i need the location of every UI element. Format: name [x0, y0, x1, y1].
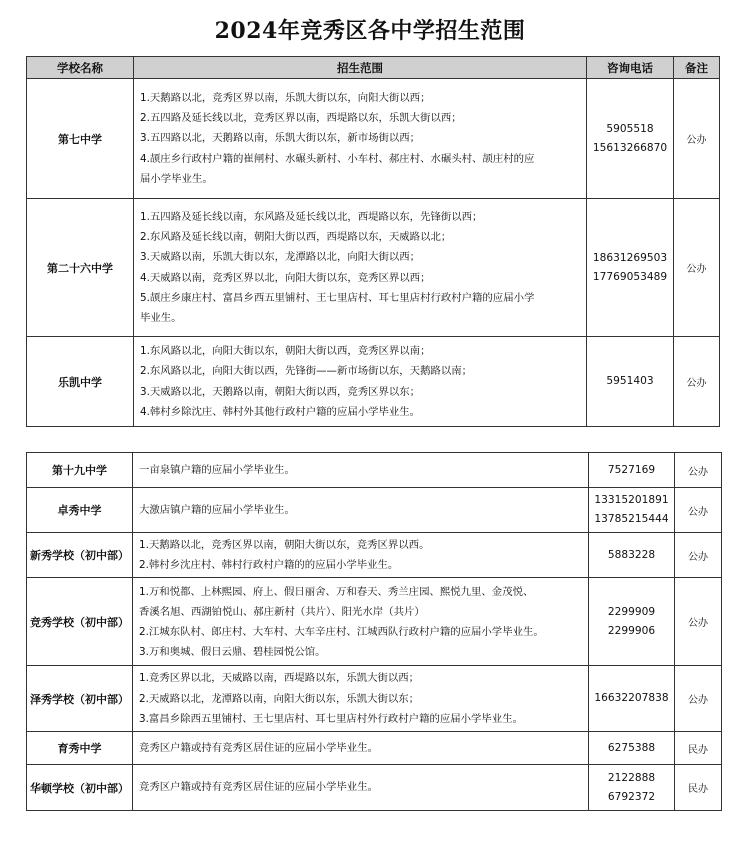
- phone-number: 2122888: [607, 771, 656, 784]
- enrollment-table-part-1: [26, 56, 720, 427]
- phone-number: 5951403: [606, 375, 654, 387]
- phone-number: 16632207838: [594, 692, 669, 705]
- consult-phone: [589, 578, 675, 666]
- header-phone: 咨询电话: [587, 57, 674, 79]
- consult-phone: [589, 488, 675, 533]
- scope-line: 2.江城东队村、郎庄村、大车村、大车辛庄村、江城西队行政村户籍的应届小学毕业生。: [139, 625, 544, 638]
- scope-line: 3.天威路以北，天鹅路以南，朝阳大街以西，竞秀区界以东；: [140, 385, 421, 398]
- school-name: 乐凯中学: [27, 337, 134, 427]
- enrollment-scope: [134, 337, 587, 427]
- phone-number: 13785215444: [594, 513, 669, 525]
- consult-phone: [589, 765, 675, 811]
- scope-line: 4.颉庄乡行政村户籍的崔闸村、水碾头新村、小车村、郝庄村、水碾头村、颉庄村的应: [140, 152, 535, 165]
- scope-line: 1.东风路以北，向阳大街以东，朝阳大街以西，竞秀区界以南；: [140, 345, 431, 358]
- consult-phone: [589, 533, 675, 578]
- table-row: [27, 453, 722, 488]
- school-type-note: 公办: [675, 578, 722, 666]
- table-header-row: [27, 57, 720, 79]
- school-type-note: 公办: [675, 453, 722, 488]
- school-type-note: 公办: [674, 79, 720, 199]
- table-row: [27, 578, 722, 666]
- scope-line: 2.五四路及延长线以北，竞秀区界以南，西堤路以东，乐凯大街以西；: [140, 112, 462, 125]
- scope-line: 香溪名旭、西湖铂悦山、郝庄新村（共片）、阳光水岸（共片）: [139, 605, 425, 618]
- school-type-note: 公办: [675, 666, 722, 732]
- school-name: 泽秀学校（初中部）: [27, 666, 133, 732]
- scope-line: 一亩泉镇户籍的应届小学毕业生。: [139, 463, 295, 476]
- enrollment-scope: [133, 488, 589, 533]
- scope-line: 3.万和奥城、假日云鼎、碧桂园悦公馆。: [139, 646, 326, 659]
- phone-number: 5883228: [607, 548, 656, 561]
- scope-line: 大激店镇户籍的应届小学毕业生。: [139, 503, 295, 516]
- consult-phone: [587, 199, 674, 337]
- scope-line: 2.天威路以北，龙潭路以南，向阳大街以东，乐凯大街以东；: [139, 692, 420, 705]
- enrollment-scope: [133, 765, 589, 811]
- scope-line: 1.五四路及延长线以南，东风路及延长线以北，西堤路以东，先锋街以西；: [140, 210, 483, 223]
- school-name: 育秀中学: [27, 732, 133, 765]
- table-row: [27, 666, 722, 732]
- scope-line: 1.天鹅路以北，竞秀区界以南，乐凯大街以东，向阳大街以西；: [140, 91, 431, 104]
- scope-line: 3.天威路以南，乐凯大街以东，龙潭路以北，向阳大街以西；: [140, 251, 421, 264]
- phone-number: 2299909: [607, 605, 656, 618]
- header-enrollment-scope: 招生范围: [134, 57, 587, 79]
- table-row: [27, 199, 720, 337]
- consult-phone: [589, 732, 675, 765]
- school-name: 第二十六中学: [27, 199, 134, 337]
- scope-line: 4.天威路以南，竞秀区界以北，向阳大街以东，竞秀区界以西；: [140, 271, 431, 284]
- scope-line: 竞秀区户籍或持有竞秀区居住证的应届小学毕业生。: [139, 781, 378, 794]
- table-row: [27, 732, 722, 765]
- enrollment-scope: [133, 578, 589, 666]
- table-row: [27, 79, 720, 199]
- school-type-note: 公办: [675, 488, 722, 533]
- enrollment-scope: [133, 533, 589, 578]
- enrollment-scope: [133, 453, 589, 488]
- school-type-note: 民办: [675, 765, 722, 811]
- phone-number: 15613266870: [592, 141, 668, 154]
- school-type-note: 公办: [674, 199, 720, 337]
- enrollment-scope: [134, 199, 587, 337]
- scope-line: 毕业生。: [140, 311, 182, 324]
- scope-line: 1.天鹅路以北，竞秀区界以南，朝阳大街以东，竞秀区界以西。: [139, 539, 430, 551]
- school-name: 卓秀中学: [27, 488, 133, 533]
- phone-number: 5905518: [606, 122, 654, 135]
- enrollment-scope: [133, 666, 589, 732]
- scope-line: 2.东风路及延长线以南，朝阳大街以西，西堤路以东，天威路以北；: [140, 231, 452, 244]
- table-row: [27, 765, 722, 811]
- header-note: 备注: [674, 57, 720, 79]
- school-name: 第十九中学: [27, 453, 133, 488]
- school-type-note: 民办: [675, 732, 722, 765]
- phone-number: 6275388: [607, 741, 656, 754]
- consult-phone: [589, 453, 675, 488]
- page-title: 2024年竞秀区各中学招生范围: [214, 18, 526, 44]
- scope-line: 竞秀区户籍或持有竞秀区居住证的应届小学毕业生。: [139, 741, 378, 754]
- scope-line: 3.五四路以北，天鹅路以南，乐凯大街以东，新市场街以西；: [140, 132, 421, 145]
- scope-line: 3.富昌乡除西五里铺村、王七里店村、耳七里店村外行政村户籍的应届小学毕业生。: [139, 712, 523, 725]
- phone-number: 17769053489: [592, 270, 668, 283]
- consult-phone: [587, 79, 674, 199]
- scope-line: 5.颉庄乡康庄村、富昌乡西五里铺村、王七里店村、耳七里店村行政村户籍的应届小学: [140, 291, 535, 304]
- phone-number: 2299906: [607, 624, 656, 637]
- scope-line: 2.韩村乡沈庄村、韩村行政村户籍的的应届小学毕业生。: [139, 559, 399, 572]
- school-type-note: 公办: [674, 337, 720, 427]
- table-row: [27, 337, 720, 427]
- phone-number: 18631269503: [592, 251, 668, 264]
- table-row: [27, 488, 722, 533]
- enrollment-scope: [134, 79, 587, 199]
- enrollment-table-part-2: [26, 452, 722, 811]
- enrollment-scope: [133, 732, 589, 765]
- scope-line: 4.韩村乡除沈庄、韩村外其他行政村户籍的应届小学毕业生。: [140, 405, 421, 418]
- school-type-note: 公办: [675, 533, 722, 578]
- school-name: 华顿学校（初中部）: [27, 765, 133, 811]
- phone-number: 13315201891: [594, 494, 669, 506]
- scope-line: 2.东风路以北，向阳大街以西，先锋街——新市场街以东，天鹅路以南；: [140, 365, 473, 378]
- consult-phone: [589, 666, 675, 732]
- scope-line: 1.竞秀区界以北，天威路以南，西堤路以东，乐凯大街以西；: [139, 672, 420, 685]
- header-school-name: 学校名称: [27, 57, 134, 79]
- scope-line: 1.万和悦都、上林熙园、府上、假日丽舍、万和春天、秀兰庄园、熙悦九里、金茂悦、: [139, 585, 534, 598]
- phone-number: 6792372: [607, 790, 656, 803]
- school-name: 第七中学: [27, 79, 134, 199]
- phone-number: 7527169: [607, 463, 656, 476]
- consult-phone: [587, 337, 674, 427]
- scope-line: 届小学毕业生。: [140, 172, 213, 185]
- table-row: [27, 533, 722, 578]
- school-name: 新秀学校（初中部）: [27, 533, 133, 578]
- school-name: 竞秀学校（初中部）: [27, 578, 133, 666]
